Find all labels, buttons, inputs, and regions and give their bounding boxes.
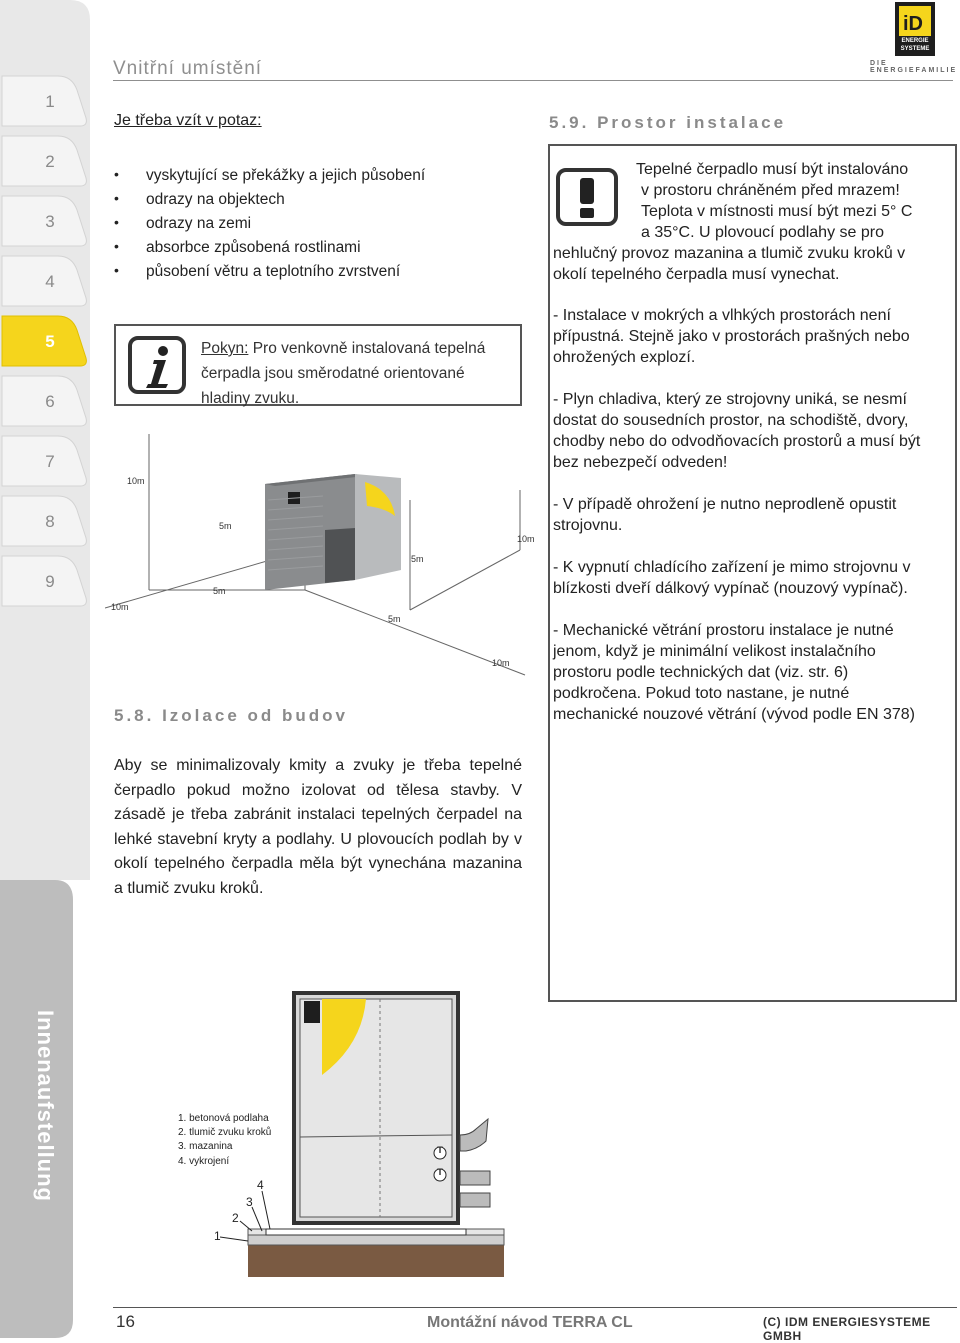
callout-number: 2 (232, 1211, 239, 1225)
paragraph-line: strojovnu. (553, 517, 623, 534)
paragraph-line: jenom, když je minimální velikost instalačního (553, 643, 876, 660)
diagram-lines (105, 420, 545, 710)
warning-icon (556, 168, 618, 226)
paragraph-line: - V případě ohrožení je nutno neprodleně opustit (553, 496, 897, 513)
list-item: • odrazy na objektech (114, 188, 425, 212)
list-item: • odrazy na zemi (114, 212, 425, 236)
warning-line: okolí tepelného čerpadla musí vynechat. (553, 266, 840, 283)
paragraph-line: - Instalace v mokrých a vlhkých prostorách není (553, 307, 891, 324)
note-label: Pokyn: (201, 340, 249, 357)
logo-line-2: SYSTEME (900, 46, 930, 52)
paragraph-line: podkročena. Pokud toto nastane, je nutné (553, 685, 850, 702)
callout-number: 3 (246, 1195, 253, 1209)
svg-text:iD: iD (903, 13, 923, 35)
paragraph-line: - Plyn chladiva, který ze strojovny uniká, se nesmí (553, 391, 907, 408)
dim-label: 5m (213, 586, 226, 596)
page-title: Vnitřní umístění (113, 58, 263, 79)
list-item: • absorbce způsobená rostlinami (114, 236, 425, 260)
dim-label: 5m (411, 554, 424, 564)
footer-divider (113, 1307, 957, 1308)
logo-tagline: DIE ENERGIEFAMILIE (870, 60, 958, 74)
paragraph-line: blízkosti dveří dálkový vypínač (nouzový vypínač). (553, 580, 908, 597)
idm-logo (895, 2, 935, 56)
legend-item: 4. vykrojení (178, 1156, 230, 1167)
factor-list (114, 164, 425, 284)
paragraph-line: - Mechanické větrání prostoru instalace je nutné (553, 622, 894, 639)
info-icon (128, 336, 186, 394)
dim-label: 10m (127, 476, 145, 486)
chapter-sidebar (0, 0, 92, 1343)
paragraph-line: ohrožených explozí. (553, 349, 696, 366)
paragraph-line: - K vypnutí chladícího zařízení je mimo strojovnu v (553, 559, 911, 576)
manual-title: Montážní návod TERRA CL (427, 1314, 633, 1331)
sidebar-tab-6[interactable]: 6 (45, 392, 55, 411)
paragraph-line: přípustná. Stejně jako v prostorách prašných nebo (553, 328, 910, 345)
heat-pump-unit (265, 474, 401, 590)
page-number: 16 (116, 1312, 135, 1331)
legend-item: 2. tlumič zvuku kroků (178, 1127, 272, 1138)
dim-label: 10m (111, 602, 129, 612)
header-divider (113, 80, 953, 81)
warning-line: v prostoru chráněném před mrazem! (641, 182, 900, 199)
consider-heading: Je třeba vzít v potaz: (114, 112, 262, 129)
logo-line-1: ENERGIE (901, 38, 929, 44)
distance-diagram (105, 420, 545, 710)
paragraph-line: prostoru podle technických dat (viz. str. 6) (553, 664, 849, 681)
paragraph-line: dostat do sousedních prostor, na schodiště, dvory, (553, 412, 909, 429)
legend-item: 3. mazanina (178, 1141, 233, 1152)
dim-label: 5m (219, 521, 232, 531)
callout-number: 1 (214, 1229, 221, 1243)
copyright-notice: (C) IDM ENERGIESYSTEME GMBH (763, 1315, 931, 1343)
callout-number: 4 (257, 1178, 264, 1192)
sidebar-tab-3[interactable]: 3 (45, 212, 55, 231)
section-58-title: 5.8. Izolace od budov (114, 706, 348, 725)
sidebar-tab-7[interactable]: 7 (45, 452, 55, 471)
dim-label: 10m (517, 534, 535, 544)
paragraph-line: mechanické nouzové větrání (vývod podle EN 378) (553, 706, 915, 723)
sidebar-tab-9[interactable]: 9 (45, 572, 55, 591)
dim-label: 5m (388, 614, 401, 624)
sidebar-tab-2[interactable]: 2 (45, 152, 55, 171)
dim-label: 10m (492, 658, 510, 668)
sensor-label: T (437, 1167, 443, 1177)
sidebar-tab-5[interactable]: 5 (45, 332, 55, 351)
paragraph-line: chodby nebo do odvodňovacích prostorů a musí být (553, 433, 921, 450)
section-58-paragraph: Aby se minimalizovaly kmity a zvuky je třeba tepelné čerpadlo pokud možno izolovat od tělesa stavby. V zásadě je třeba zabránit instalaci tepelných čerpadel na lehké stavební kryty a podlahy. U plovoucích podlah by v okolí tepelného čerpadla měla být vynechána mazanina a tlumič zvuku kroků. (114, 757, 522, 897)
warning-line: nehlučný provoz mazanina a tlumič zvuku kroků v (553, 245, 906, 262)
sensor-label: T (437, 1145, 443, 1155)
sidebar-tab-4[interactable]: 4 (45, 272, 55, 291)
legend-item: 1. betonová podlaha (178, 1113, 269, 1124)
warning-line: a 35°C. U plovoucí podlahy se pro (641, 224, 884, 241)
sidebar-tab-8[interactable]: 8 (45, 512, 55, 531)
sidebar-section-title: Innenaufstellung (33, 1010, 58, 1202)
paragraph-line: bez nebezpečí odveden! (553, 454, 728, 471)
list-item: • vyskytující se překážky a jejich působení (114, 164, 425, 188)
isolation-diagram (170, 985, 510, 1285)
sidebar-tab-1[interactable]: 1 (45, 92, 55, 111)
section-59-title: 5.9. Prostor instalace (549, 113, 787, 132)
warning-line: Teplota v místnosti musí být mezi 5° C (641, 203, 913, 220)
note-text (201, 336, 501, 411)
warning-line: Tepelné čerpadlo musí být instalováno (636, 161, 909, 178)
list-item: • působení větru a teplotního zvrstvení (114, 260, 425, 284)
note-body: Pro venkovně instalovaná tepelná čerpadla jsou směrodatné orientované hladiny zvuku. (201, 340, 486, 407)
info-note-box (114, 324, 522, 406)
